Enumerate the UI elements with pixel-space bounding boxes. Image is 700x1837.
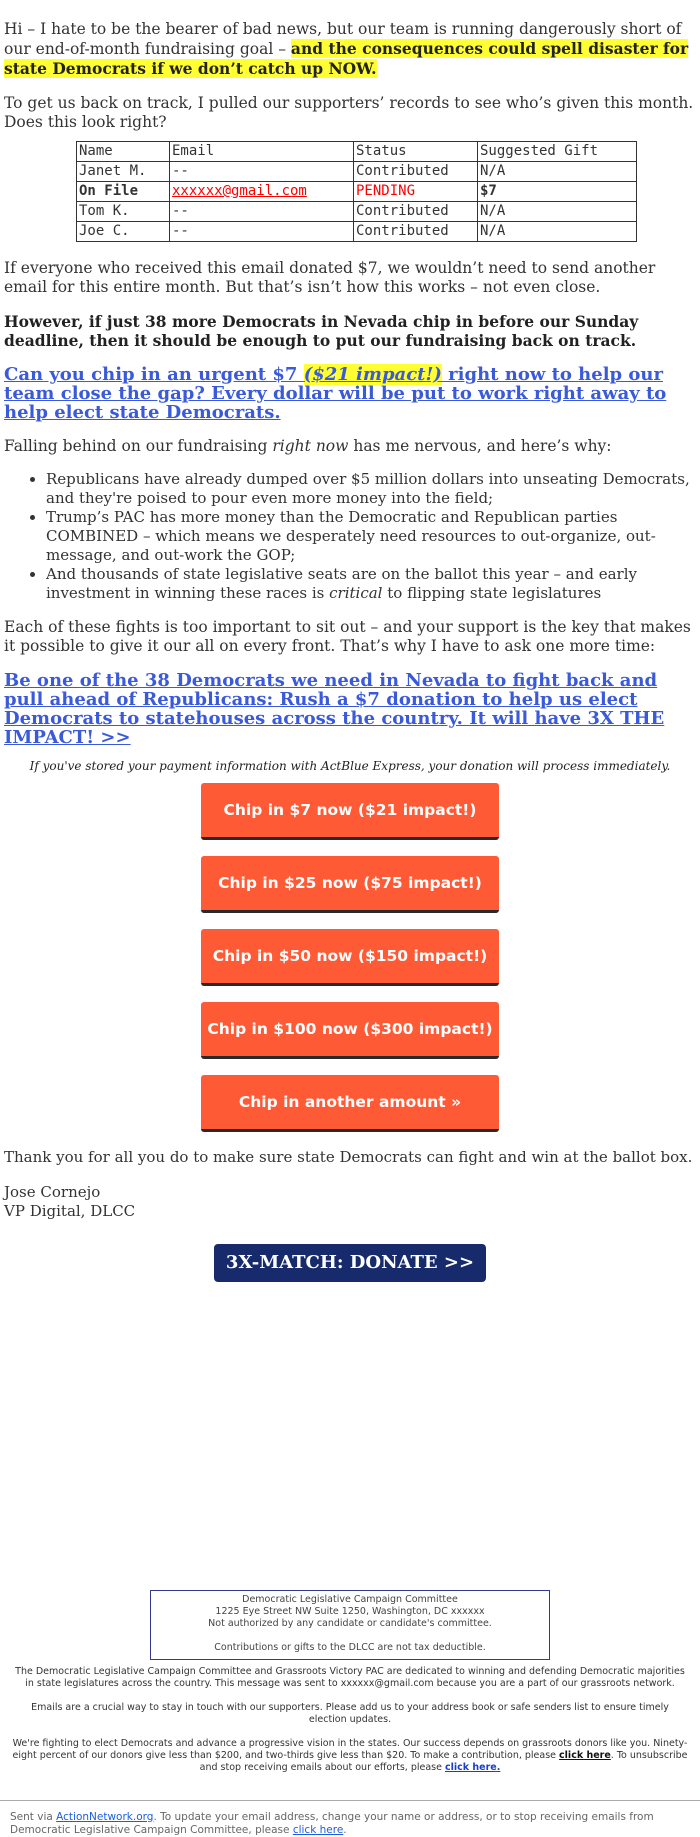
unsubscribe-link[interactable]: click here. xyxy=(444,1762,501,1773)
intro-paragraph xyxy=(4,20,696,79)
row-gift: N/A xyxy=(478,162,637,182)
list-item xyxy=(46,565,696,603)
row-name: Janet M. xyxy=(77,162,170,182)
footer-dedicated: The Democratic Legislative Campaign Committee and Grassroots Victory PAC are dedicated to winning and defending Democratic majorities in state legislatures across the country. This message was sent to xxxxxx@gmail.com because you are a part of our grassroots network. xyxy=(15,1666,685,1689)
intro-highlight: and the consequences could spell disaster for state Democrats if we don’t catch up NOW. xyxy=(4,39,689,78)
row-email: -- xyxy=(170,202,354,222)
chip-in-other-button[interactable]: Chip in another amount » xyxy=(201,1075,499,1132)
fights-paragraph: Each of these fights is too important to sit out – and your support is the key that makes it possible to give it our all on every front. That’s why I have to ask one more time: xyxy=(4,618,691,655)
table-row xyxy=(77,162,637,182)
row-status-pending xyxy=(354,182,478,202)
row-name: On File xyxy=(77,182,170,202)
chip-in-7-button[interactable]: Chip in $7 now ($21 impact!) xyxy=(201,783,499,840)
footer-org: Democratic Legislative Campaign Committee xyxy=(242,1594,458,1605)
however-paragraph: However, if just 38 more Democrats in Nevada chip in before our Sunday deadline, then it should be enough to put our fundraising back on track. xyxy=(4,312,639,350)
footer-address-box xyxy=(150,1590,550,1660)
fighting-text: We're fighting to elect Democrats and advance a progressive vision in the states. Our success depends on grassroots donors like you. Ninety-eight percent of our donors give less than $200, and two-thirds give less than $20. To make a contribution, please xyxy=(12,1738,688,1761)
ask-link-text-end[interactable]: right now to help our team close the gap? Every dollar will be put to work right away to help elect state Democrats. xyxy=(4,364,667,423)
everyone-paragraph: If everyone who received this email donated $7, we wouldn’t need to send another email for this entire month. But that’s isn’t how this works – not even close. xyxy=(4,259,656,296)
reason-emphasis: critical xyxy=(329,584,383,602)
rush-donate-link[interactable]: Be one of the 38 Democrats we need in Nevada to fight back and pull ahead of Republicans: Rush a $7 donation to help us elect Democrats to statehouses across the country. It will have 3X THE IMPACT! >> xyxy=(4,670,665,748)
header-name: Name xyxy=(77,142,170,162)
table-row xyxy=(77,222,637,242)
actblue-note: If you've stored your payment information with ActBlue Express, your donation will process immediately. xyxy=(29,759,671,773)
falling-emphasis: right now xyxy=(272,437,349,455)
falling-paragraph xyxy=(4,437,696,456)
intro-lead: Hi – I hate to be the bearer of bad news, but our team is running dangerously short of our end-of-month fundraising goal – xyxy=(4,20,682,58)
table-row xyxy=(77,202,637,222)
header-email: Email xyxy=(170,142,354,162)
list-item: • Trump’s PAC has more money than the Democratic and Republican parties COMBINED – which means we desperately need resources to out-organize, out-message, and out-work the GOP; xyxy=(46,508,696,565)
header-status: Status xyxy=(354,142,478,162)
sent-end: . xyxy=(343,1824,347,1836)
footer-address: 1225 Eye Street NW Suite 1250, Washington, DC xxxxxx xyxy=(215,1606,485,1617)
row-status: Contributed xyxy=(354,222,478,242)
actionnetwork-link[interactable]: ActionNetwork.org xyxy=(56,1811,154,1823)
chip-in-25-button[interactable]: Chip in $25 now ($75 impact!) xyxy=(201,856,499,913)
footer-not-authorized: Not authorized by any candidate or candidate's committee. xyxy=(208,1618,492,1629)
ask-link-highlight[interactable]: ($21 impact!) xyxy=(303,364,442,385)
chip-in-100-button[interactable]: Chip in $100 now ($300 impact!) xyxy=(201,1002,499,1059)
supporter-records-table xyxy=(76,141,637,242)
footer-fighting xyxy=(0,1738,700,1774)
row-name: Tom K. xyxy=(77,202,170,222)
footer-stay-in-touch: Emails are a crucial way to stay in touch with our supporters. Please add us to your address book or safe senders list to ensure timely election updates. xyxy=(31,1702,669,1725)
row-email: -- xyxy=(170,222,354,242)
signature-name: Jose Cornejo xyxy=(4,1183,101,1201)
row-gift: N/A xyxy=(478,222,637,242)
thanks-paragraph: Thank you for all you do to make sure state Democrats can fight and win at the ballot box. xyxy=(4,1148,693,1166)
ask-link-text[interactable]: Can you chip in an urgent $7 xyxy=(4,364,304,385)
pending-status-label: PENDING xyxy=(356,183,416,199)
table-header-row xyxy=(77,142,637,162)
pending-email-link[interactable]: xxxxxx@gmail.com xyxy=(172,183,307,199)
row-gift: $7 xyxy=(478,182,637,202)
signature xyxy=(4,1183,696,1221)
row-status: Contributed xyxy=(354,202,478,222)
contribute-link[interactable]: click here xyxy=(559,1750,611,1761)
update-preferences-link[interactable]: click here xyxy=(292,1824,344,1836)
sent-before: Sent via xyxy=(10,1811,57,1823)
chip-in-50-button[interactable]: Chip in $50 now ($150 impact!) xyxy=(201,929,499,986)
donate-button-group xyxy=(4,783,696,1132)
signature-title: VP Digital, DLCC xyxy=(4,1202,136,1220)
sent-middle: . To update your email address, change your name or address, or to stop receiving emails from Democratic Legislative Campaign Committee, please xyxy=(10,1811,654,1836)
reason-before: And thousands of state legislative seats are on the ballot this year – and early investment in winning these races is xyxy=(46,565,637,602)
match-donate-button[interactable]: 3X-MATCH: DONATE >> xyxy=(214,1244,486,1282)
reasons-list xyxy=(4,470,696,603)
header-suggested-gift: Suggested Gift xyxy=(478,142,637,162)
sent-via-notice xyxy=(0,1801,700,1837)
row-email-link[interactable] xyxy=(170,182,354,202)
row-gift: N/A xyxy=(478,202,637,222)
footer-not-deductible: Contributions or gifts to the DLCC are not tax deductible. xyxy=(214,1642,486,1653)
reason-after: to flipping state legislatures xyxy=(382,584,602,602)
row-status: Contributed xyxy=(354,162,478,182)
row-name: Joe C. xyxy=(77,222,170,242)
table-row-pending xyxy=(77,182,637,202)
falling-before: Falling behind on our fundraising xyxy=(4,437,273,455)
list-item: • Republicans have already dumped over $5 million dollars into unseating Democrats, and they're poised to pour even more money into the field; xyxy=(46,470,696,508)
records-intro: To get us back on track, I pulled our supporters’ records to see who’s given this month. Does this look right? xyxy=(4,94,694,131)
falling-after: has me nervous, and here’s why: xyxy=(348,437,612,455)
row-email: -- xyxy=(170,162,354,182)
ask-donate-link[interactable] xyxy=(4,365,696,422)
fighting-text-middle: . To unsubscribe and stop receiving emails about our efforts, please xyxy=(199,1750,688,1773)
